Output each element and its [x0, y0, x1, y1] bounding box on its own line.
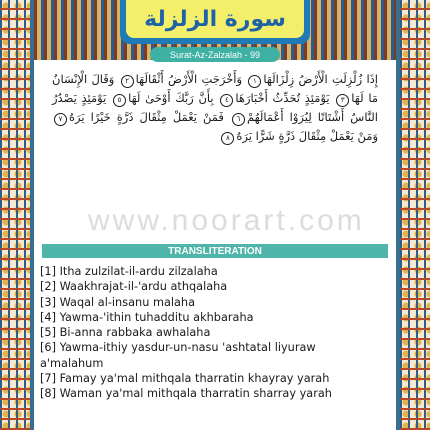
- transliteration-header-bar: [42, 244, 388, 258]
- transliteration-line: [5] Bi-anna rabbaka awhalaha: [40, 326, 211, 340]
- verse-text: بِأَنَّ رَبَّكَ أَوْحَىٰ لَهَا: [128, 91, 214, 105]
- verse-text: إِذَا زُلْزِلَتِ الْأَرْضُ زِلْزَالَهَا: [263, 72, 378, 86]
- ayah-number-marker: ٤: [220, 94, 233, 107]
- verse: [52, 110, 224, 124]
- verse: [219, 129, 378, 143]
- verse-text: وَأَخْرَجَتِ الْأَرْضُ أَثْقَالَهَا: [135, 72, 243, 86]
- ayah-number-marker: ٨: [221, 132, 234, 145]
- border-rule-left: [30, 0, 34, 430]
- ornamental-border-right: [400, 0, 430, 430]
- transliteration-header: TRANSLITERATION: [168, 245, 262, 257]
- ayah-number-marker: ٥: [113, 94, 126, 107]
- transliteration-line: a'malahum: [40, 356, 104, 370]
- verse-text: وَقَالَ الْإِنْسَانُ مَا لَهَا: [52, 72, 379, 105]
- verse: [246, 72, 378, 86]
- transliteration-line: [2] Waakhrajat-il-'ardu athqalaha: [40, 280, 228, 294]
- surah-title-frame: [120, 0, 310, 44]
- ornamental-border-left: [0, 0, 30, 430]
- border-rule-right: [396, 0, 400, 430]
- verse-text: يَوْمَئِذٍ تُحَدِّثُ أَخْبَارَهَا: [235, 91, 330, 105]
- surah-title-arabic: سورة الزلزلة: [144, 6, 286, 32]
- ayah-number-marker: ٧: [54, 113, 67, 126]
- verse-text: وَمَنْ يَعْمَلْ مِثْقَالَ ذَرَّةٍ شَرًّا يَرَهُ: [236, 129, 378, 143]
- transliteration-line: [7] Famay ya'mal mithqala tharratin khayray yarah: [40, 372, 330, 386]
- verse: [111, 91, 214, 105]
- transliteration-line: [3] Waqal al-insanu malaha: [40, 295, 196, 309]
- verse: [218, 91, 329, 105]
- transliteration-line: [4] Yawma-'ithin tuhadditu akhbaraha: [40, 310, 254, 324]
- verse: [119, 72, 242, 86]
- surah-title-plate: [126, 0, 304, 38]
- transliteration-line: [6] Yawma-ithiy yasdur-un-nasu 'ashtatal liyuraw: [40, 341, 316, 355]
- transliteration-list: [40, 264, 392, 402]
- ayah-number-marker: ٢: [121, 75, 134, 88]
- transliteration-line: [1] Itha zulzilat-il-ardu zilzalaha: [40, 265, 218, 278]
- watermark: www.noorart.com: [88, 204, 365, 237]
- arabic-verses: [52, 70, 378, 146]
- surah-subtitle-pill: [150, 47, 280, 62]
- surah-subtitle: Surat-Az-Zalzalah - 99: [169, 49, 261, 60]
- ayah-number-marker: ٣: [336, 94, 349, 107]
- verse-text: فَمَنْ يَعْمَلْ مِثْقَالَ ذَرَّةٍ خَيْرًا يَرَهُ: [69, 110, 224, 124]
- ayah-number-marker: ١: [248, 75, 261, 88]
- ayah-number-marker: ٦: [232, 113, 245, 126]
- transliteration-line: [8] Waman ya'mal mithqala tharratin sharray yarah: [40, 387, 332, 401]
- verse-text: يَوْمَئِذٍ يَصْدُرُ النَّاسُ أَشْتَاتًا لِيُرَوْا أَعْمَالَهُمْ: [52, 91, 379, 124]
